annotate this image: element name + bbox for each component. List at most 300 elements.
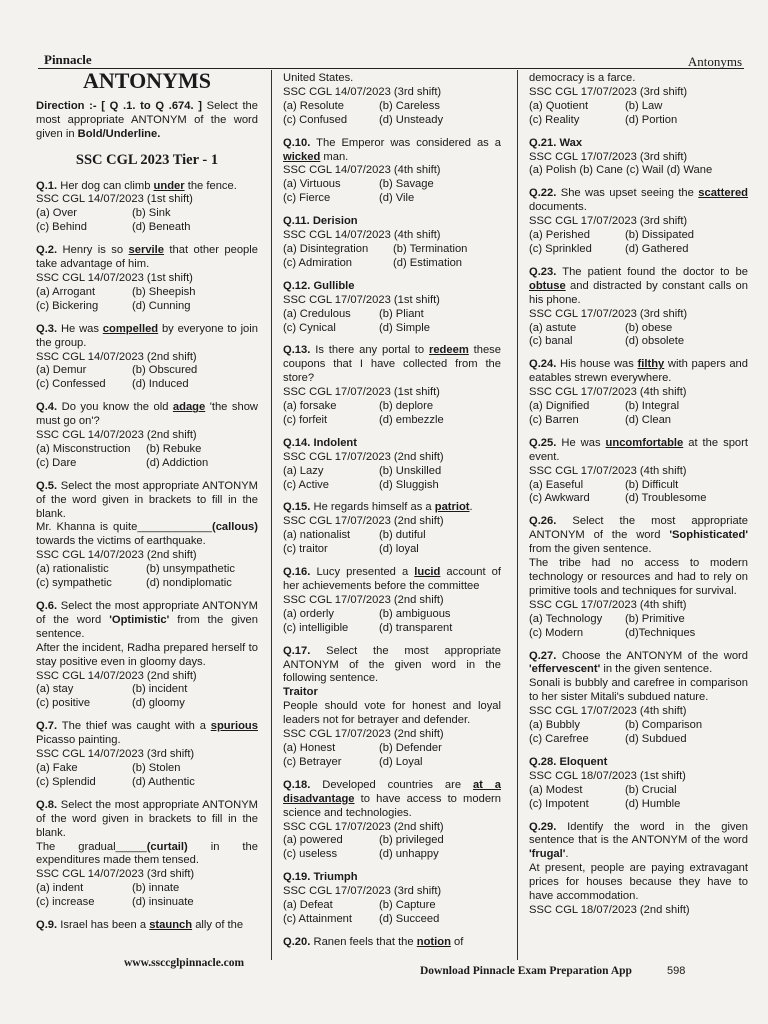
option: (d) insinuate xyxy=(132,896,194,909)
page-title: ANTONYMS xyxy=(83,68,211,93)
option: (d) Portion xyxy=(625,113,678,126)
exam-source: SSC CGL 14/07/2023 (3rd shift) xyxy=(283,85,442,98)
question-text xyxy=(283,566,501,594)
given-word: Traitor xyxy=(283,686,318,699)
option: (c) traitor xyxy=(283,543,328,556)
question-stem: Select the most appropriate ANTONYM of the word given in brackets to fill in the blank. xyxy=(36,798,258,839)
option: (d) Estimation xyxy=(393,256,463,269)
options-grid xyxy=(529,322,748,350)
option: (b) Comparison xyxy=(625,719,703,732)
option: (b) Capture xyxy=(379,899,436,912)
question-block xyxy=(36,799,258,910)
option: (c) Awkward xyxy=(529,492,590,505)
option: (a) powered xyxy=(283,834,343,847)
question-stem: She was upset seeing the xyxy=(556,187,699,200)
question-number: Q.4. xyxy=(36,401,58,414)
question-number: Q.26. xyxy=(529,515,557,528)
option: (d) Authentic xyxy=(132,775,195,788)
question-stem-end: man. xyxy=(320,150,349,163)
option: (a) Arrogant xyxy=(36,285,96,298)
target-word: servile xyxy=(128,244,164,257)
options-grid xyxy=(283,742,501,770)
question-text xyxy=(283,936,501,950)
question-block xyxy=(283,645,501,770)
option: (c) Sprinkled xyxy=(529,242,592,255)
context-sentence: At present, people are paying extravagant prices for houses because they have to have accommodation. xyxy=(529,862,748,903)
question-number: Q.15. xyxy=(283,501,311,514)
question-block xyxy=(283,437,501,493)
question-stem-end: at the sport event. xyxy=(529,436,748,463)
blank-sentence-start: Mr. Khanna is quite____________ xyxy=(36,521,212,534)
exam-source: SSC CGL 14/07/2023 (2nd shift) xyxy=(36,350,197,363)
question-text xyxy=(283,645,501,687)
question-block xyxy=(283,566,501,636)
target-word: compelled xyxy=(102,322,159,335)
footer-website: www.ssccglpinnacle.com xyxy=(124,957,245,969)
options-grid xyxy=(283,400,501,428)
question-stem-end: from the given sentence. xyxy=(36,613,258,640)
exam-source: SSC CGL 17/07/2023 (3rd shift) xyxy=(283,885,442,898)
option: (d) Beneath xyxy=(132,221,191,234)
option: (a) Virtuous xyxy=(283,178,341,191)
options-grid xyxy=(36,286,258,314)
option: (d) unhappy xyxy=(379,848,439,861)
question-block xyxy=(283,779,501,862)
question-block xyxy=(529,756,748,812)
question-number: Q.5. xyxy=(36,479,58,492)
option: (d) Simple xyxy=(379,321,430,334)
option: (d) Succeed xyxy=(379,912,440,925)
option: (b) deplore xyxy=(379,400,434,413)
options-grid xyxy=(529,613,748,641)
target-word: filthy xyxy=(637,358,665,371)
question-stem-end: and distracted by constant calls on his phone. xyxy=(529,279,748,306)
option: (c) Bickering xyxy=(36,299,99,312)
options-grid xyxy=(283,608,501,636)
exam-source: SSC CGL 17/07/2023 (4th shift) xyxy=(529,705,687,718)
question-stem-end: . xyxy=(565,848,569,861)
question-text xyxy=(36,799,258,841)
question-block xyxy=(36,244,258,314)
question-text xyxy=(529,187,748,215)
question-block xyxy=(529,821,748,918)
question-number: Q.23. xyxy=(529,265,557,278)
exam-source: SSC CGL 14/07/2023 (2nd shift) xyxy=(36,429,197,442)
exam-source: SSC CGL 17/07/2023 (4th shift) xyxy=(529,598,687,611)
question-block xyxy=(529,515,748,640)
question-number: Q.24. xyxy=(529,358,557,371)
option: (a) orderly xyxy=(283,607,334,620)
option: (c) Barren xyxy=(529,413,579,426)
options-line: (a) Polish (b) Cane (c) Wail (d) Wane xyxy=(529,164,713,177)
option: (a) astute xyxy=(529,321,577,334)
option: (b) Integral xyxy=(625,400,680,413)
exam-source: SSC CGL 17/07/2023 (3rd shift) xyxy=(529,307,688,320)
question-number: Q.9. xyxy=(36,919,58,932)
question-number: Q.25. xyxy=(529,436,557,449)
footer-app-promo: Download Pinnacle Exam Preparation App xyxy=(420,965,632,977)
options-grid xyxy=(283,834,501,862)
question-number: Q.21. Wax xyxy=(529,136,583,149)
option: (b) Difficult xyxy=(625,478,679,491)
option: (b) Crucial xyxy=(625,783,677,796)
question-block xyxy=(36,480,258,591)
question-stem: Choose the ANTONYM of the word xyxy=(556,649,748,662)
question-number: Q.2. xyxy=(36,244,58,257)
question-text xyxy=(283,280,501,294)
option: (d) embezzle xyxy=(379,413,444,426)
exam-source: SSC CGL 14/07/2023 (1st shift) xyxy=(36,271,193,284)
option: (a) Modest xyxy=(529,783,583,796)
context-sentence: After the incident, Radha prepared herself to stay positive even in gloomy days. xyxy=(36,641,258,668)
option: (a) stay xyxy=(36,683,74,696)
option: (d) Induced xyxy=(132,378,189,391)
question-stem: Identify the word in the given sentence that is the ANTONYM of the word xyxy=(529,820,748,847)
option: (b) incident xyxy=(132,683,188,696)
exam-source: SSC CGL 17/07/2023 (2nd shift) xyxy=(283,728,444,741)
target-word: 'Optimistic' xyxy=(109,613,170,626)
option: (b) Termination xyxy=(393,242,468,255)
question-stem-end: 'the show must go on'? xyxy=(36,401,258,428)
question-text xyxy=(529,650,748,678)
question-stem-end: . xyxy=(469,501,473,514)
options-grid xyxy=(283,243,501,271)
option: (b) ambiguous xyxy=(379,607,451,620)
column-divider xyxy=(517,70,518,960)
exam-source: SSC CGL 14/07/2023 (2nd shift) xyxy=(36,669,197,682)
question-number: Q.3. xyxy=(36,322,58,335)
exam-source: SSC CGL 14/07/2023 (3rd shift) xyxy=(36,868,195,881)
option: (c) Cynical xyxy=(283,321,336,334)
question-block xyxy=(529,266,748,349)
option: (d) Clean xyxy=(625,413,672,426)
options-grid xyxy=(283,100,501,128)
option: (a) nationalist xyxy=(283,529,351,542)
option: (c) useless xyxy=(283,848,338,861)
option: (c) forfeit xyxy=(283,413,328,426)
question-text xyxy=(529,358,748,386)
question-text xyxy=(283,215,501,229)
target-word: patriot xyxy=(434,501,470,514)
blank-sentence-end: in the expenditures made them tensed. xyxy=(36,840,258,867)
exam-source: SSC CGL 18/07/2023 (1st shift) xyxy=(529,769,686,782)
option: (d) Vile xyxy=(379,192,415,205)
question-stem: Select the most appropriate ANTONYM of the word xyxy=(529,515,748,542)
option: (b) Dissipated xyxy=(625,229,695,242)
option: (c) increase xyxy=(36,896,95,909)
options-grid xyxy=(529,479,748,507)
question-text xyxy=(36,720,258,748)
option: (b) Obscured xyxy=(132,364,198,377)
options-grid xyxy=(529,719,748,747)
target-word: lucid xyxy=(414,566,441,579)
question-block xyxy=(529,137,748,179)
option: (b) Rebuke xyxy=(146,442,202,455)
question-block xyxy=(529,650,748,747)
options-grid xyxy=(529,400,748,428)
target-word: under xyxy=(153,179,185,192)
option: (c) intelligible xyxy=(283,621,349,634)
option: (a) Bubbly xyxy=(529,719,580,732)
option: (d) obsolete xyxy=(625,335,685,348)
option: (d) Gathered xyxy=(625,242,689,255)
option: (d) loyal xyxy=(379,543,419,556)
option: (a) Honest xyxy=(283,741,336,754)
question-block xyxy=(283,936,501,950)
question-number: Q.14. Indolent xyxy=(283,436,357,449)
question-number: Q.6. xyxy=(36,600,58,612)
question-continued: United States. xyxy=(283,72,354,84)
exam-source: SSC CGL 17/07/2023 (3rd shift) xyxy=(529,150,688,163)
question-number: Q.19. Triumph xyxy=(283,871,358,884)
option: (d) Subdued xyxy=(625,732,687,745)
options-grid xyxy=(529,229,748,257)
options-grid xyxy=(283,178,501,206)
question-number: Q.29. xyxy=(529,820,557,833)
exam-source: SSC CGL 17/07/2023 (4th shift) xyxy=(529,386,687,399)
question-stem: Henry is so xyxy=(57,244,129,257)
option: (a) Dignified xyxy=(529,400,590,413)
option: (c) Attainment xyxy=(283,912,353,925)
target-word: obtuse xyxy=(529,279,566,292)
option: (d) Cunning xyxy=(132,299,191,312)
question-number: Q.17. xyxy=(283,644,311,657)
options-grid xyxy=(36,882,258,910)
question-number: Q.22. xyxy=(529,187,557,200)
option: (d) nondiplomatic xyxy=(146,577,232,590)
question-number: Q.7. xyxy=(36,720,58,733)
exam-source: SSC CGL 14/07/2023 (4th shift) xyxy=(283,164,441,177)
option: (a) Resolute xyxy=(283,99,344,112)
question-number: Q.11. Derision xyxy=(283,215,358,228)
question-block xyxy=(36,401,258,471)
option: (b) Pliant xyxy=(379,307,424,320)
question-text xyxy=(36,323,258,351)
exam-source: SSC CGL 17/07/2023 (2nd shift) xyxy=(283,450,444,463)
exam-source: SSC CGL 17/07/2023 (2nd shift) xyxy=(283,593,444,606)
option: (b) innate xyxy=(132,882,180,895)
option: (c) sympathetic xyxy=(36,577,112,590)
option: (c) Fierce xyxy=(283,192,331,205)
option: (d)Techniques xyxy=(625,626,696,639)
question-text xyxy=(529,266,748,308)
question-stem-end: account of her achievements before the committee xyxy=(283,566,502,592)
option: (d) Humble xyxy=(625,797,681,810)
option: (a) Perished xyxy=(529,229,590,242)
question-text xyxy=(283,779,501,821)
target-word: adage xyxy=(172,401,206,414)
question-text xyxy=(283,437,501,451)
exam-source: SSC CGL 17/07/2023 (1st shift) xyxy=(283,293,440,306)
question-stem-end: from the given sentence. xyxy=(529,543,652,556)
question-continued: democracy is a farce. xyxy=(529,72,636,84)
option: (d) Addiction xyxy=(146,456,209,469)
options-grid xyxy=(36,207,258,235)
column-divider xyxy=(271,70,272,960)
question-stem: He regards himself as a xyxy=(310,501,435,514)
option: (c) Confessed xyxy=(36,378,106,391)
option: (a) Disintegration xyxy=(283,242,369,255)
question-block xyxy=(36,180,258,236)
question-stem-end: these coupons that I have collected from the store? xyxy=(283,344,501,385)
column-1 xyxy=(36,68,258,942)
target-word: at a disadvantage xyxy=(283,778,501,805)
direction-text xyxy=(36,100,258,142)
option: (b) privileged xyxy=(379,834,444,847)
option: (c) Impotent xyxy=(529,797,589,810)
option: (b) dutiful xyxy=(379,529,426,542)
direction-body: Select the most appropriate ANTONYM of the word given in xyxy=(36,99,258,140)
question-text xyxy=(36,244,258,272)
option: (a) Credulous xyxy=(283,307,351,320)
option: (b) obese xyxy=(625,321,673,334)
option: (a) Technology xyxy=(529,612,603,625)
question-stem-end: with papers and eatables strewn everywhere. xyxy=(529,358,748,385)
header-section: Antonyms xyxy=(687,54,742,69)
option: (d) Sluggish xyxy=(379,478,439,491)
options-grid xyxy=(36,563,258,591)
question-text xyxy=(283,344,501,386)
exam-source: SSC CGL 17/07/2023 (2nd shift) xyxy=(283,515,444,528)
exam-source: SSC CGL 14/07/2023 (3rd shift) xyxy=(36,748,195,761)
option: (c) Behind xyxy=(36,221,87,234)
target-word: staunch xyxy=(149,919,193,932)
question-stem: Ranen feels that the xyxy=(310,935,417,948)
option: (d) Troublesome xyxy=(625,492,707,505)
option: (d) Unsteady xyxy=(379,113,444,126)
question-stem-end: the fence. xyxy=(184,179,237,192)
question-text xyxy=(283,137,501,165)
col1-questions xyxy=(36,180,258,933)
question-stem: The Emperor was considered as a xyxy=(310,136,501,149)
option: (b) Stolen xyxy=(132,761,181,774)
question-number: Q.13. xyxy=(283,344,311,357)
option: (c) Admiration xyxy=(283,256,353,269)
question-block xyxy=(283,215,501,271)
question-number: Q.12. Gullible xyxy=(283,279,355,292)
option: (c) positive xyxy=(36,697,91,710)
header-publisher: Pinnacle xyxy=(44,52,92,67)
options-grid xyxy=(283,529,501,557)
option: (a) rationalistic xyxy=(36,563,109,576)
question-stem: He was xyxy=(556,436,606,449)
question-block xyxy=(529,187,748,257)
option: (a) forsake xyxy=(283,400,337,413)
question-stem: Select the most appropriate ANTONYM of the given word in the following sentence. xyxy=(283,644,501,685)
option: (c) Confused xyxy=(283,113,348,126)
question-stem-end: by everyone to join the group. xyxy=(36,322,258,349)
question-block xyxy=(36,720,258,790)
question-number: Q.20. xyxy=(283,935,311,948)
option: (a) Defeat xyxy=(283,899,333,912)
option: (a) Quotient xyxy=(529,99,589,112)
question-stem: He was xyxy=(57,322,103,335)
option: (a) Fake xyxy=(36,761,78,774)
exam-source: SSC CGL 17/07/2023 (3rd shift) xyxy=(529,215,688,228)
option: (c) Splendid xyxy=(36,775,96,788)
target-word: redeem xyxy=(428,344,469,357)
question-number: Q.1. xyxy=(36,179,58,192)
exam-source: SSC CGL 14/07/2023 (4th shift) xyxy=(283,229,441,242)
exam-source: SSC CGL 17/07/2023 (2nd shift) xyxy=(283,820,444,833)
question-block xyxy=(36,323,258,393)
options-grid xyxy=(36,364,258,392)
question-stem: Do you know the old xyxy=(57,401,173,414)
option: (b) Sheepish xyxy=(132,285,196,298)
question-block xyxy=(529,358,748,428)
question-block xyxy=(36,600,258,711)
column-3 xyxy=(529,72,748,927)
option: (b) Primitive xyxy=(625,612,685,625)
question-stem: The thief was caught with a xyxy=(57,720,211,733)
question-block xyxy=(283,871,501,927)
option: (c) Modern xyxy=(529,626,584,639)
question-text xyxy=(36,919,258,933)
question-stem-end: documents. xyxy=(529,201,587,214)
target-word: notion xyxy=(416,935,451,948)
blank-sentence-start: The gradual_____ xyxy=(36,840,147,853)
bracket-word: (curtail) xyxy=(146,840,188,853)
question-stem-end: in the given sentence. xyxy=(600,663,713,676)
target-word: 'effervescent' xyxy=(529,663,601,676)
exam-source: SSC CGL 17/07/2023 (3rd shift) xyxy=(529,85,688,98)
question-text xyxy=(36,401,258,429)
question-stem-end: ally of the xyxy=(192,919,244,932)
fill-blank-sentence xyxy=(36,521,258,549)
options-grid xyxy=(283,308,501,336)
question-stem: Select the most appropriate ANTONYM of the word given in brackets to fill in the blank. xyxy=(36,479,258,520)
option: (a) indent xyxy=(36,882,84,895)
question-stem: Is there any portal to xyxy=(310,344,429,357)
exam-source: SSC CGL 18/07/2023 (2nd shift) xyxy=(529,903,690,916)
option: (d) Loyal xyxy=(379,755,423,768)
question-text xyxy=(529,437,748,465)
context-sentence: People should vote for honest and loyal leaders not for betrayer and defender. xyxy=(283,700,501,727)
option: (b) Careless xyxy=(379,99,440,112)
option: (c) Active xyxy=(283,478,330,491)
question-number: Q.10. xyxy=(283,136,311,149)
option: (b) Savage xyxy=(379,178,434,191)
options-grid xyxy=(529,100,748,128)
direction-label: Direction :- [ Q .1. to Q .674. ] xyxy=(36,99,203,112)
target-word: wicked xyxy=(283,150,321,163)
question-block xyxy=(283,137,501,207)
target-word: uncomfortable xyxy=(605,436,684,449)
page-number: 598 xyxy=(667,965,686,977)
option: (c) Carefree xyxy=(529,732,589,745)
options-grid xyxy=(36,762,258,790)
question-stem: Developed countries are xyxy=(310,778,473,791)
option: (c) Reality xyxy=(529,113,580,126)
question-stem: His house was xyxy=(556,358,638,371)
target-word: scattered xyxy=(698,187,748,200)
question-block xyxy=(36,919,258,933)
question-stem: Lucy presented a xyxy=(310,566,415,579)
option: (a) Misconstruction xyxy=(36,442,131,455)
question-text xyxy=(283,871,501,885)
bracket-word: (callous) xyxy=(211,521,258,534)
question-text xyxy=(529,515,748,557)
options-grid xyxy=(529,784,748,812)
option: (a) Easeful xyxy=(529,478,584,491)
options-grid xyxy=(283,465,501,493)
options-grid xyxy=(36,683,258,711)
options-grid xyxy=(283,899,501,927)
option: (c) Dare xyxy=(36,456,77,469)
context-sentence: The tribe had no access to modern technology or resources and had to rely on primitive tools and techniques for survival. xyxy=(529,557,748,597)
question-number: Q.28. Eloquent xyxy=(529,755,608,768)
options-grid xyxy=(36,443,258,471)
